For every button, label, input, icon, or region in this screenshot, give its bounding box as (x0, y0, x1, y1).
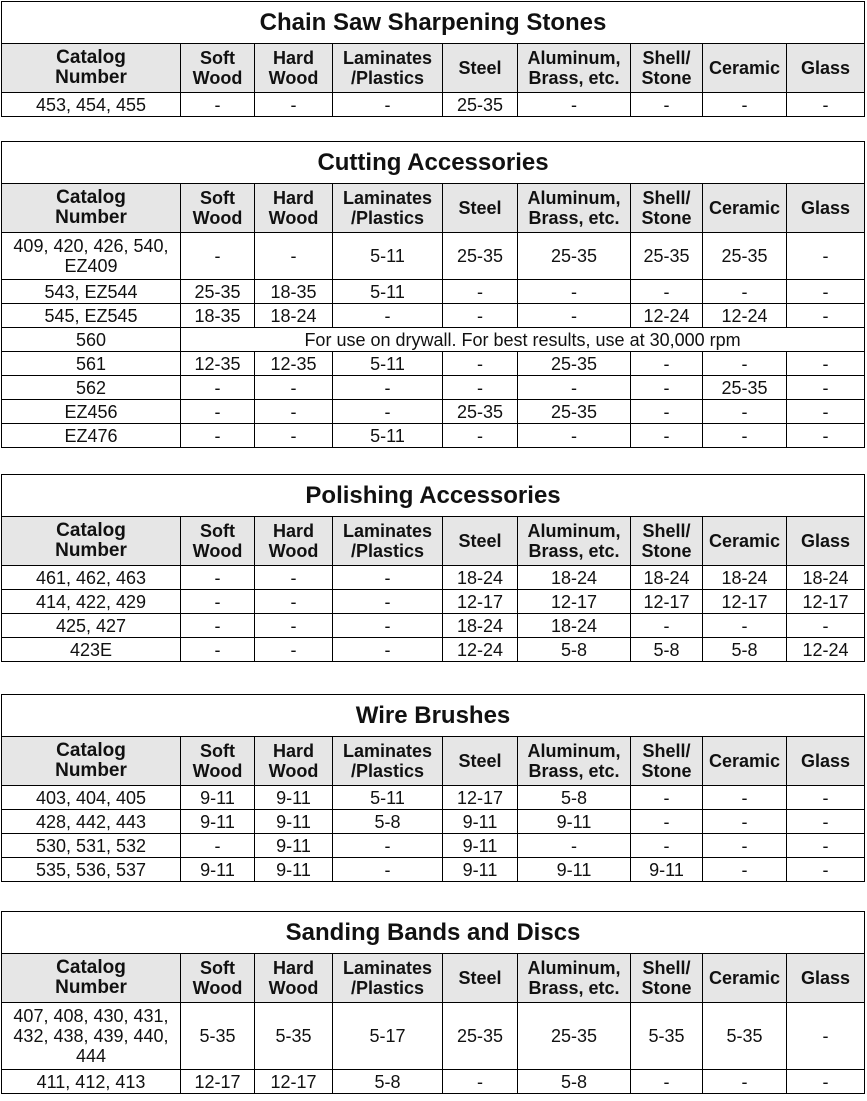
column-header: Steel (443, 517, 518, 566)
speed-cell: 5-11 (333, 233, 443, 280)
column-header: Glass (787, 737, 865, 786)
table-row (2, 834, 865, 858)
speed-cell: - (255, 93, 333, 117)
section-title: Wire Brushes (2, 695, 865, 737)
speed-cell: 18-24 (518, 614, 631, 638)
table-row (2, 93, 865, 117)
speed-cell: - (787, 400, 865, 424)
speed-cell: 18-24 (787, 566, 865, 590)
catalog-number-cell: 423E (2, 638, 181, 662)
table-row (2, 1003, 865, 1070)
accessory-speed-table (1, 474, 865, 662)
table-row (2, 614, 865, 638)
speed-cell: - (518, 93, 631, 117)
speed-cell: - (333, 834, 443, 858)
column-header: Glass (787, 954, 865, 1003)
speed-cell: 12-17 (443, 590, 518, 614)
column-header: Hard Wood (255, 44, 333, 93)
catalog-number-cell: 425, 427 (2, 614, 181, 638)
column-header: Ceramic (703, 954, 787, 1003)
header-row (2, 184, 865, 233)
speed-cell: 5-17 (333, 1003, 443, 1070)
speed-cell: - (181, 376, 255, 400)
speed-cell: - (703, 834, 787, 858)
catalog-number-cell: 414, 422, 429 (2, 590, 181, 614)
speed-cell: - (787, 352, 865, 376)
speed-cell: 9-11 (181, 810, 255, 834)
speed-cell: - (518, 280, 631, 304)
speed-cell: 25-35 (518, 233, 631, 280)
table-row (2, 590, 865, 614)
speed-cell: 12-17 (787, 590, 865, 614)
speed-cell: - (787, 304, 865, 328)
catalog-number-cell: 561 (2, 352, 181, 376)
speed-cell: - (518, 304, 631, 328)
speed-cell: 5-11 (333, 352, 443, 376)
speed-cell: 12-24 (631, 304, 703, 328)
column-header: Aluminum, Brass, etc. (518, 44, 631, 93)
speed-cell: - (703, 786, 787, 810)
speed-cell: 9-11 (181, 858, 255, 882)
catalog-number-cell: 545, EZ545 (2, 304, 181, 328)
speed-cell: 18-35 (181, 304, 255, 328)
speed-cell: - (181, 834, 255, 858)
column-header: Soft Wood (181, 737, 255, 786)
column-header: Aluminum, Brass, etc. (518, 737, 631, 786)
speed-cell: 25-35 (443, 233, 518, 280)
column-header: Shell/ Stone (631, 44, 703, 93)
speed-cell: 9-11 (255, 786, 333, 810)
speed-cell: 25-35 (443, 1003, 518, 1070)
speed-cell: - (703, 93, 787, 117)
speed-cell: - (787, 424, 865, 448)
speed-cell: - (181, 590, 255, 614)
speed-cell: - (787, 834, 865, 858)
speed-cell: 5-8 (518, 1070, 631, 1094)
speed-cell: - (787, 1003, 865, 1070)
catalog-number-cell: 407, 408, 430, 431, 432, 438, 439, 440, 444 (2, 1003, 181, 1070)
column-header: Glass (787, 44, 865, 93)
speed-cell: - (255, 233, 333, 280)
speed-cell: 12-17 (255, 1070, 333, 1094)
speed-cell: 12-17 (518, 590, 631, 614)
speed-cell: - (255, 376, 333, 400)
column-header: Aluminum, Brass, etc. (518, 954, 631, 1003)
speed-cell: 5-35 (255, 1003, 333, 1070)
column-header: Soft Wood (181, 954, 255, 1003)
accessory-speed-table (1, 141, 865, 448)
catalog-number-cell: EZ476 (2, 424, 181, 448)
column-header: Steel (443, 44, 518, 93)
accessory-speed-table (1, 694, 865, 882)
speed-cell: 18-24 (255, 304, 333, 328)
section-table (1, 911, 865, 1094)
speed-cell: 25-35 (703, 376, 787, 400)
speed-cell: 5-8 (333, 1070, 443, 1094)
speed-cell: - (703, 424, 787, 448)
section-title: Polishing Accessories (2, 475, 865, 517)
speed-cell: - (631, 352, 703, 376)
speed-cell: 9-11 (631, 858, 703, 882)
speed-cell: 5-35 (631, 1003, 703, 1070)
speed-cell: - (181, 424, 255, 448)
column-header: Laminates /Plastics (333, 184, 443, 233)
table-row (2, 638, 865, 662)
catalog-number-cell: 562 (2, 376, 181, 400)
speed-cell: - (631, 400, 703, 424)
catalog-number-cell: EZ456 (2, 400, 181, 424)
speed-cell: 5-35 (181, 1003, 255, 1070)
table-row (2, 328, 865, 352)
speed-cell: - (787, 376, 865, 400)
speed-cell: 25-35 (181, 280, 255, 304)
speed-cell: 18-35 (255, 280, 333, 304)
speed-cell: - (255, 566, 333, 590)
speed-cell: 18-24 (703, 566, 787, 590)
speed-cell: - (443, 1070, 518, 1094)
speed-cell: 12-24 (443, 638, 518, 662)
speed-cell: - (631, 1070, 703, 1094)
column-header: Catalog Number (2, 517, 181, 566)
column-header: Shell/ Stone (631, 737, 703, 786)
speed-cell: - (333, 376, 443, 400)
column-header: Catalog Number (2, 44, 181, 93)
speed-cell: - (443, 424, 518, 448)
header-row (2, 517, 865, 566)
speed-cell: 18-24 (443, 566, 518, 590)
speed-cell: - (518, 834, 631, 858)
column-header: Catalog Number (2, 737, 181, 786)
speed-cell: - (333, 566, 443, 590)
column-header: Laminates /Plastics (333, 44, 443, 93)
speed-cell: 12-24 (703, 304, 787, 328)
column-header: Laminates /Plastics (333, 517, 443, 566)
speed-cell: 25-35 (443, 400, 518, 424)
speed-cell: - (518, 424, 631, 448)
column-header: Catalog Number (2, 954, 181, 1003)
speed-cell: - (181, 638, 255, 662)
speed-cell: 18-24 (443, 614, 518, 638)
section-title: Chain Saw Sharpening Stones (2, 2, 865, 44)
table-row (2, 233, 865, 280)
speed-cell: 9-11 (518, 810, 631, 834)
speed-cell: 9-11 (443, 810, 518, 834)
catalog-number-cell: 409, 420, 426, 540, EZ409 (2, 233, 181, 280)
speed-cell: 5-35 (703, 1003, 787, 1070)
column-header: Ceramic (703, 737, 787, 786)
column-header: Laminates /Plastics (333, 737, 443, 786)
speed-cell: - (333, 590, 443, 614)
speed-cell: - (703, 858, 787, 882)
speed-cell: - (787, 786, 865, 810)
speed-cell: - (631, 834, 703, 858)
speed-cell: - (333, 400, 443, 424)
speed-cell: - (703, 614, 787, 638)
speed-cell: - (518, 376, 631, 400)
speed-cell: - (631, 424, 703, 448)
speed-cell: 9-11 (443, 858, 518, 882)
speed-cell: 25-35 (443, 93, 518, 117)
speed-cell: - (703, 280, 787, 304)
header-row (2, 44, 865, 93)
speed-cell: - (333, 304, 443, 328)
table-row (2, 376, 865, 400)
speed-cell: - (443, 304, 518, 328)
section-title: Cutting Accessories (2, 142, 865, 184)
speed-cell: 12-17 (443, 786, 518, 810)
speed-cell: - (181, 614, 255, 638)
column-header: Aluminum, Brass, etc. (518, 517, 631, 566)
speed-cell: - (703, 1070, 787, 1094)
column-header: Steel (443, 954, 518, 1003)
column-header: Hard Wood (255, 954, 333, 1003)
table-row (2, 786, 865, 810)
speed-cell: 18-24 (518, 566, 631, 590)
column-header: Soft Wood (181, 517, 255, 566)
speed-cell: 9-11 (443, 834, 518, 858)
table-row (2, 810, 865, 834)
catalog-number-cell: 461, 462, 463 (2, 566, 181, 590)
table-row (2, 352, 865, 376)
speed-cell: 25-35 (703, 233, 787, 280)
speed-cell: - (703, 352, 787, 376)
section-table (1, 141, 865, 448)
speed-cell: 9-11 (181, 786, 255, 810)
column-header: Glass (787, 184, 865, 233)
speed-cell: 12-35 (255, 352, 333, 376)
speed-cell: - (255, 614, 333, 638)
speed-cell: - (333, 638, 443, 662)
speed-cell: 5-8 (703, 638, 787, 662)
speed-cell: - (255, 590, 333, 614)
header-row (2, 954, 865, 1003)
speed-cell: 9-11 (255, 858, 333, 882)
speed-cell: - (631, 280, 703, 304)
catalog-number-cell: 411, 412, 413 (2, 1070, 181, 1094)
catalog-number-cell: 428, 442, 443 (2, 810, 181, 834)
table-row (2, 858, 865, 882)
speed-cell: - (631, 614, 703, 638)
speed-cell: 9-11 (255, 810, 333, 834)
column-header: Shell/ Stone (631, 517, 703, 566)
table-row (2, 280, 865, 304)
catalog-number-cell: 403, 404, 405 (2, 786, 181, 810)
catalog-number-cell: 543, EZ544 (2, 280, 181, 304)
column-header: Ceramic (703, 517, 787, 566)
column-header: Soft Wood (181, 44, 255, 93)
speed-cell: 25-35 (518, 352, 631, 376)
speed-cell: - (631, 786, 703, 810)
column-header: Catalog Number (2, 184, 181, 233)
speed-cell: - (631, 810, 703, 834)
column-header: Laminates /Plastics (333, 954, 443, 1003)
column-header: Shell/ Stone (631, 184, 703, 233)
speed-cell: 25-35 (518, 1003, 631, 1070)
speed-cell: - (333, 614, 443, 638)
column-header: Hard Wood (255, 184, 333, 233)
column-header: Hard Wood (255, 517, 333, 566)
speed-cell: - (181, 233, 255, 280)
catalog-number-cell: 560 (2, 328, 181, 352)
speed-cell: 12-35 (181, 352, 255, 376)
speed-cell: - (787, 614, 865, 638)
column-header: Steel (443, 184, 518, 233)
column-header: Ceramic (703, 44, 787, 93)
speed-cell: - (631, 376, 703, 400)
speed-cell: - (255, 424, 333, 448)
speed-cell: 12-17 (703, 590, 787, 614)
accessory-speed-table (1, 1, 865, 117)
header-row (2, 737, 865, 786)
table-row (2, 566, 865, 590)
column-header: Hard Wood (255, 737, 333, 786)
speed-cell: - (631, 93, 703, 117)
speed-cell: 5-11 (333, 280, 443, 304)
catalog-number-cell: 453, 454, 455 (2, 93, 181, 117)
speed-cell: - (443, 352, 518, 376)
speed-cell: - (333, 858, 443, 882)
column-header: Steel (443, 737, 518, 786)
speed-cell: - (333, 93, 443, 117)
section-table (1, 1, 865, 117)
speed-cell: - (787, 810, 865, 834)
speed-cell: 12-24 (787, 638, 865, 662)
speed-cell: - (787, 233, 865, 280)
speed-cell: - (787, 858, 865, 882)
speed-cell: 18-24 (631, 566, 703, 590)
section-table (1, 474, 865, 662)
speed-cell: - (443, 280, 518, 304)
speed-cell: 5-11 (333, 424, 443, 448)
speed-cell: 5-8 (518, 786, 631, 810)
column-header: Ceramic (703, 184, 787, 233)
speed-cell: - (787, 93, 865, 117)
speed-cell: 25-35 (631, 233, 703, 280)
speed-cell: - (787, 1070, 865, 1094)
column-header: Glass (787, 517, 865, 566)
speed-cell: - (255, 638, 333, 662)
speed-cell: - (443, 376, 518, 400)
section-table (1, 694, 865, 882)
column-header: Aluminum, Brass, etc. (518, 184, 631, 233)
table-row (2, 400, 865, 424)
speed-cell: 5-11 (333, 786, 443, 810)
accessory-speed-table (1, 911, 865, 1094)
column-header: Soft Wood (181, 184, 255, 233)
table-row (2, 304, 865, 328)
note-cell: For use on drywall. For best results, use at 30,000 rpm (181, 328, 865, 352)
table-row (2, 424, 865, 448)
catalog-number-cell: 530, 531, 532 (2, 834, 181, 858)
catalog-number-cell: 535, 536, 537 (2, 858, 181, 882)
speed-cell: 9-11 (518, 858, 631, 882)
speed-cell: 9-11 (255, 834, 333, 858)
column-header: Shell/ Stone (631, 954, 703, 1003)
speed-cell: 5-8 (333, 810, 443, 834)
speed-cell: 12-17 (631, 590, 703, 614)
speed-cell: 5-8 (631, 638, 703, 662)
speed-cell: 25-35 (518, 400, 631, 424)
speed-cell: - (181, 400, 255, 424)
speed-cell: - (787, 280, 865, 304)
speed-cell: - (181, 93, 255, 117)
table-row (2, 1070, 865, 1094)
speed-cell: - (703, 400, 787, 424)
speed-cell: - (255, 400, 333, 424)
section-title: Sanding Bands and Discs (2, 912, 865, 954)
speed-cell: - (703, 810, 787, 834)
speed-cell: 12-17 (181, 1070, 255, 1094)
speed-cell: - (181, 566, 255, 590)
speed-cell: 5-8 (518, 638, 631, 662)
